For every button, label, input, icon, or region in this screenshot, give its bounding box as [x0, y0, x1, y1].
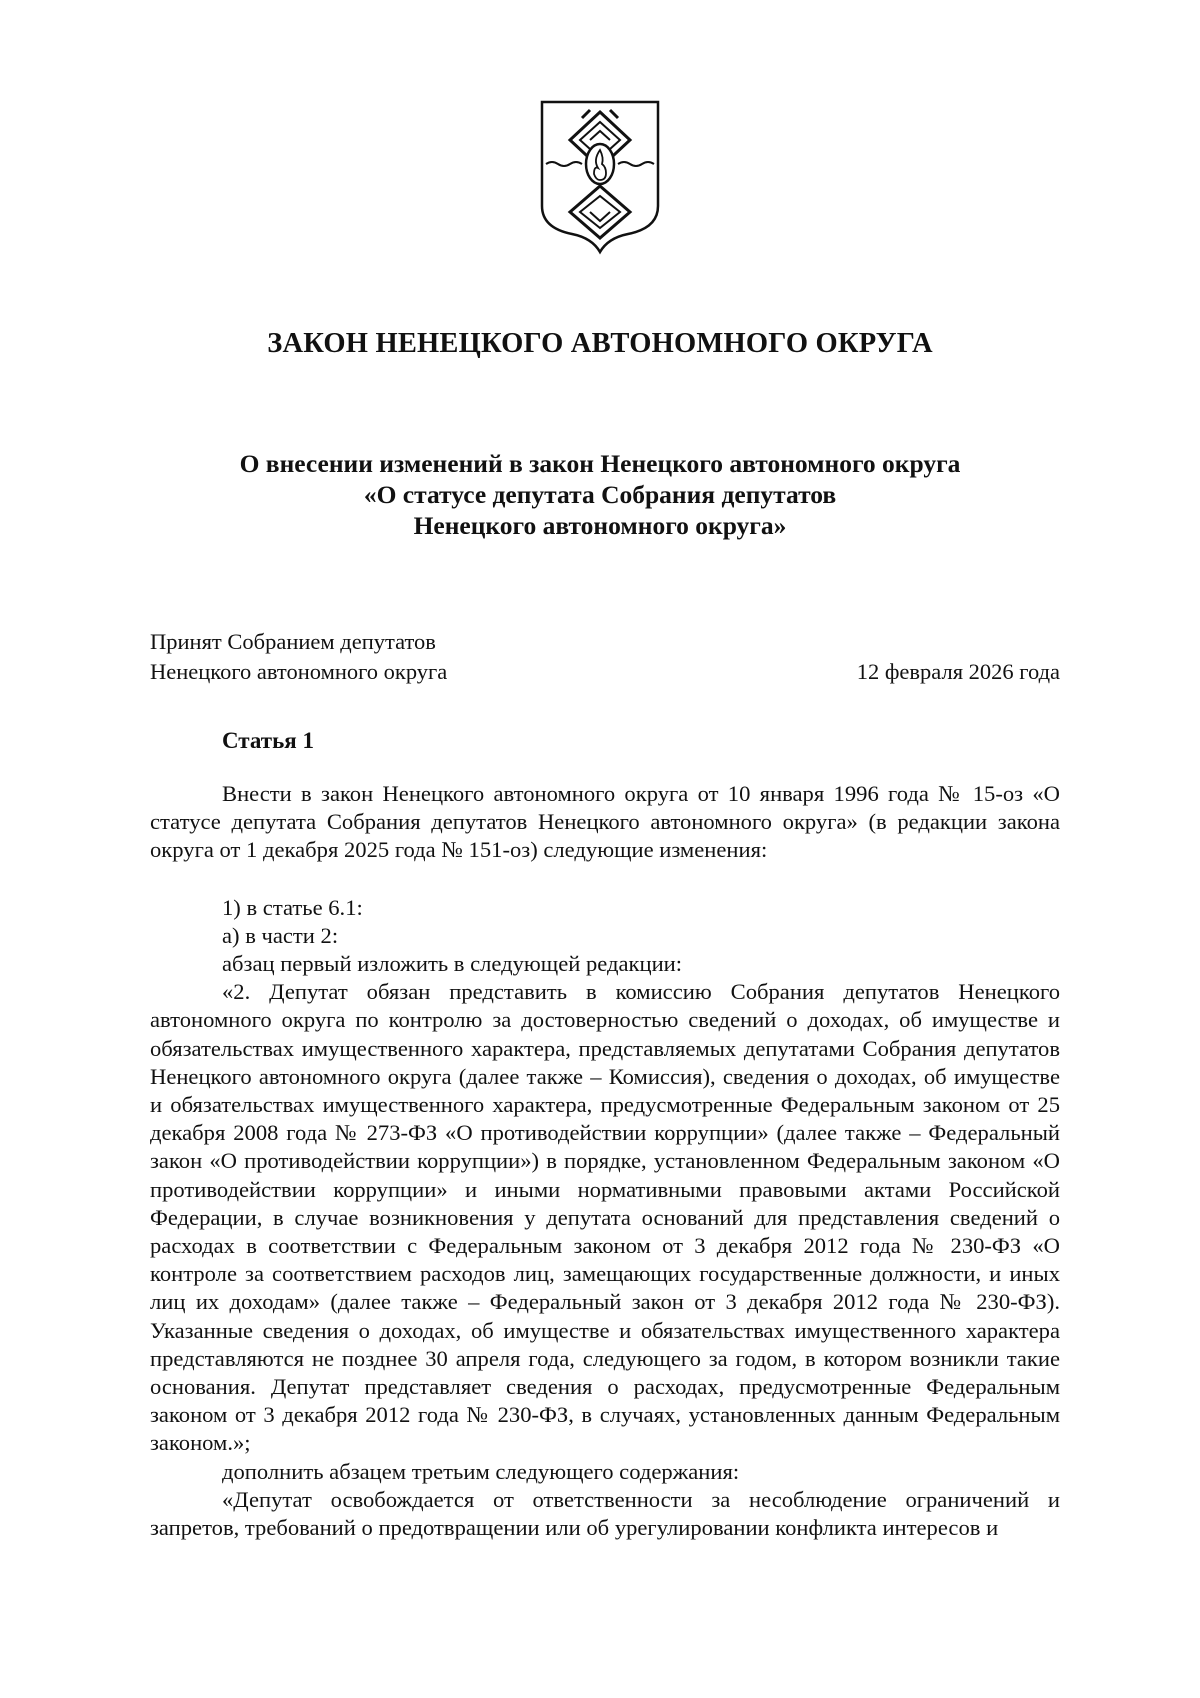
adoption-authority	[150, 627, 447, 687]
subtitle-line: «О статусе депутата Собрания депутатов	[363, 480, 837, 509]
coat-of-arms-icon	[538, 98, 662, 256]
law-title: ЗАКОН НЕНЕЦКОГО АВТОНОМНОГО ОКРУГА	[267, 328, 933, 359]
adoption-line: Ненецкого автономного округа	[150, 659, 448, 684]
article-paragraph: Внести в закон Ненецкого автономного округа от 10 января 1996 года № 15-оз «О статусе депутата Собрания депутатов Ненецкого автономного округа» (в редакции закона округа от 1 декабря 2025 года № 151-оз) следующие изменения:	[150, 781, 1060, 863]
article-paragraph: дополнить абзацем третьим следующего содержания:	[222, 1458, 740, 1484]
article-heading: Статья 1	[222, 728, 314, 753]
adoption-line: Принят Собранием депутатов	[150, 629, 436, 654]
article-paragraph: абзац первый изложить в следующей редакции:	[222, 951, 683, 977]
subtitle-line: О внесении изменений в закон Ненецкого автономного округа	[239, 449, 961, 478]
article-paragraph: «2. Депутат обязан представить в комиссию Собрания депутатов Ненецкого автономного округа по контролю за достоверностью сведений о доходах, об имуществе и обязательствах имущественного характера, представляемых депутатами Собрания депутатов Ненецкого автономного округа (далее также – Комиссия), сведения о доходах, об имуществе и обязательствах имущественного характера, предусмотренные Федеральным законом от 25 декабря 2008 года № 273-ФЗ «О противодействии коррупции» (далее также – Федеральный закон «О противодействии коррупции») в порядке, установленном Федеральным законом «О противодействии коррупции» и иными нормативными правовыми актами Российской Федерации, в случае возникновения у депутата оснований для представления сведений о расходах в соответствии с Федеральным законом от 3 декабря 2012 года № 230-ФЗ «О контроле за соответствием расходов лиц, замещающих государственные должности, и иных лиц их доходам» (далее также – Федеральный закон от 3 декабря 2012 года № 230-ФЗ). Указанные сведения о доходах, об имуществе и обязательствах имущественного характера представляются не позднее 30 апреля года, следующего за годом, в котором возникли такие основания. Депутат представляет сведения о расходах, предусмотренные Федеральным законом от 3 декабря 2012 года № 230-ФЗ, в случаях, установленных данным Федеральным законом.»;	[150, 979, 1060, 1456]
article-paragraph: 1) в статье 6.1:	[222, 894, 363, 920]
law-subtitle	[0, 448, 1200, 541]
article-body	[150, 780, 1060, 1542]
article-paragraph: а) в части 2:	[222, 922, 339, 948]
subtitle-line: Ненецкого автономного округа»	[413, 511, 787, 540]
adoption-date: 12 февраля 2026 года	[856, 659, 1060, 684]
article-paragraph: «Депутат освобождается от ответственности за несоблюдение ограничений и запретов, требований о предотвращении или об урегулировании конфликта интересов и	[150, 1486, 1060, 1541]
